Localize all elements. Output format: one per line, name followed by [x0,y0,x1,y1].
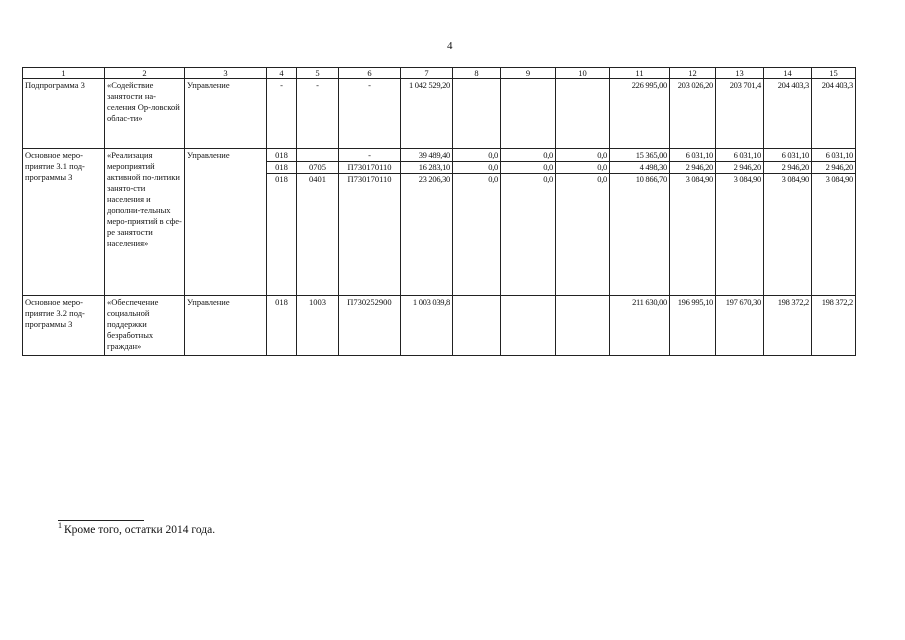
footnote-text: Кроме того, остатки 2014 года. [64,524,216,536]
table-cell [764,296,812,356]
cell-value: 0401 [297,173,338,185]
header-row [23,68,856,79]
table-cell [453,79,501,149]
page-number: 4 [447,40,453,52]
cell-value: 3 084,90 [716,173,763,185]
table-row [23,296,856,356]
cell-value: 196 995,10 [677,297,713,307]
table-cell [812,296,856,356]
table-cell: Управление [185,79,267,149]
cell-value: П730170110 [339,161,400,173]
cell-value: 0,0 [597,150,607,160]
table-cell: Основное меро-приятие 3.1 под-программы 3 [23,149,105,296]
table-cell [401,149,453,296]
cell-value: 3 084,90 [670,173,715,185]
table-cell [716,79,764,149]
cell-value: 1 042 529,20 [408,80,450,90]
cell-value: 198 372,2 [777,297,809,307]
cell-value: 203 701,4 [729,80,761,90]
table-cell: «Обеспечение социальной поддержки безработных граждан» [105,296,185,356]
cell-value: 1 003 039,8 [412,297,450,307]
table-cell [501,149,556,296]
table-cell [297,79,339,149]
cell-value: 018 [275,297,288,307]
table-cell [267,79,297,149]
table-cell [339,79,401,149]
cell-value: 2 946,20 [812,161,855,173]
table-cell: Управление [185,149,267,296]
column-header: 1 [23,68,105,79]
cell-value: П730170110 [339,173,400,185]
cell-value [503,297,553,308]
cell-value: 2 946,20 [716,161,763,173]
cell-value [455,80,498,91]
cell-value: 15 365,00 [635,150,667,160]
table-cell [339,149,401,296]
cell-value: - [316,80,319,90]
cell-value: 3 084,90 [764,173,811,185]
column-header: 9 [501,68,556,79]
cell-value: 3 084,90 [812,173,855,185]
table-cell [812,79,856,149]
column-header: 15 [812,68,856,79]
cell-value: 23 206,30 [401,173,452,185]
footnote-marker: 1 [58,521,62,531]
cell-value: 0,0 [453,161,500,173]
cell-value: 39 489,40 [418,150,450,160]
cell-value: 2 946,20 [670,161,715,173]
column-header: 2 [105,68,185,79]
cell-value: 1003 [309,297,326,307]
column-header: 14 [764,68,812,79]
cell-value: 2 946,20 [764,161,811,173]
table-cell [556,79,610,149]
table-cell [812,149,856,296]
cell-value: П730252900 [347,297,392,307]
column-header: 6 [339,68,401,79]
table-cell [556,149,610,296]
table-cell [670,149,716,296]
cell-value: 0,0 [453,173,500,185]
cell-value: 211 630,00 [632,297,667,307]
table-row [23,149,856,296]
cell-value: 204 403,3 [821,80,853,90]
cell-value: - [368,150,371,160]
table-cell [401,296,453,356]
table-cell [610,149,670,296]
cell-value: 0,0 [501,173,555,185]
column-header: 12 [670,68,716,79]
cell-value: 204 403,3 [777,80,809,90]
cell-value: 203 026,20 [677,80,713,90]
table-cell [716,149,764,296]
cell-value: 018 [275,150,288,160]
table-cell [453,296,501,356]
cell-value [558,297,607,308]
table-cell [610,296,670,356]
cell-value: 16 283,10 [401,161,452,173]
cell-value: 6 031,10 [781,150,809,160]
footnote-rule [58,520,144,521]
table-cell [764,79,812,149]
table-cell [339,296,401,356]
footnote [58,521,216,536]
table-cell [670,79,716,149]
cell-value: 018 [267,161,296,173]
table-cell [267,296,297,356]
cell-value: 4 498,30 [610,161,669,173]
table-cell [716,296,764,356]
column-header: 11 [610,68,670,79]
table-cell [297,296,339,356]
cell-value: 226 995,00 [631,80,667,90]
table-cell [501,296,556,356]
cell-value: 6 031,10 [733,150,761,160]
cell-value: 0,0 [543,150,553,160]
cell-value: - [368,80,371,90]
column-header: 10 [556,68,610,79]
table-cell [297,149,339,296]
table-cell: «Реализация мероприятий активной по-литики занято-сти населения и дополни-тельных меро-приятий в сфе-ре занятости населения» [105,149,185,296]
cell-value [299,150,336,161]
table-cell [453,149,501,296]
table-row [23,79,856,149]
table-cell: «Содействие занятости на-селения Ор-ловской облас-ти» [105,79,185,149]
cell-value: 6 031,10 [685,150,713,160]
table-cell [267,149,297,296]
column-header: 7 [401,68,453,79]
cell-value: 0705 [297,161,338,173]
table-cell [670,296,716,356]
cell-value: 6 031,10 [825,150,853,160]
column-header: 3 [185,68,267,79]
table-cell: Управление [185,296,267,356]
cell-value: 198 372,2 [821,297,853,307]
table-cell [764,149,812,296]
cell-value: 0,0 [501,161,555,173]
table-cell: Подпрограмма 3 [23,79,105,149]
cell-value: - [280,80,283,90]
cell-value: 0,0 [488,150,498,160]
table-cell [401,79,453,149]
cell-value: 10 866,70 [610,173,669,185]
table-cell [556,296,610,356]
budget-table [22,67,856,356]
cell-value: 018 [267,173,296,185]
column-header: 8 [453,68,501,79]
column-header: 5 [297,68,339,79]
column-header: 13 [716,68,764,79]
table-cell: Основное меро-приятие 3.2 под-программы 3 [23,296,105,356]
cell-value [503,80,553,91]
column-header: 4 [267,68,297,79]
cell-value [558,80,607,91]
table-cell [610,79,670,149]
cell-value [455,297,498,308]
cell-value: 0,0 [556,161,609,173]
cell-value: 197 670,30 [725,297,761,307]
table-cell [501,79,556,149]
cell-value: 0,0 [556,173,609,185]
